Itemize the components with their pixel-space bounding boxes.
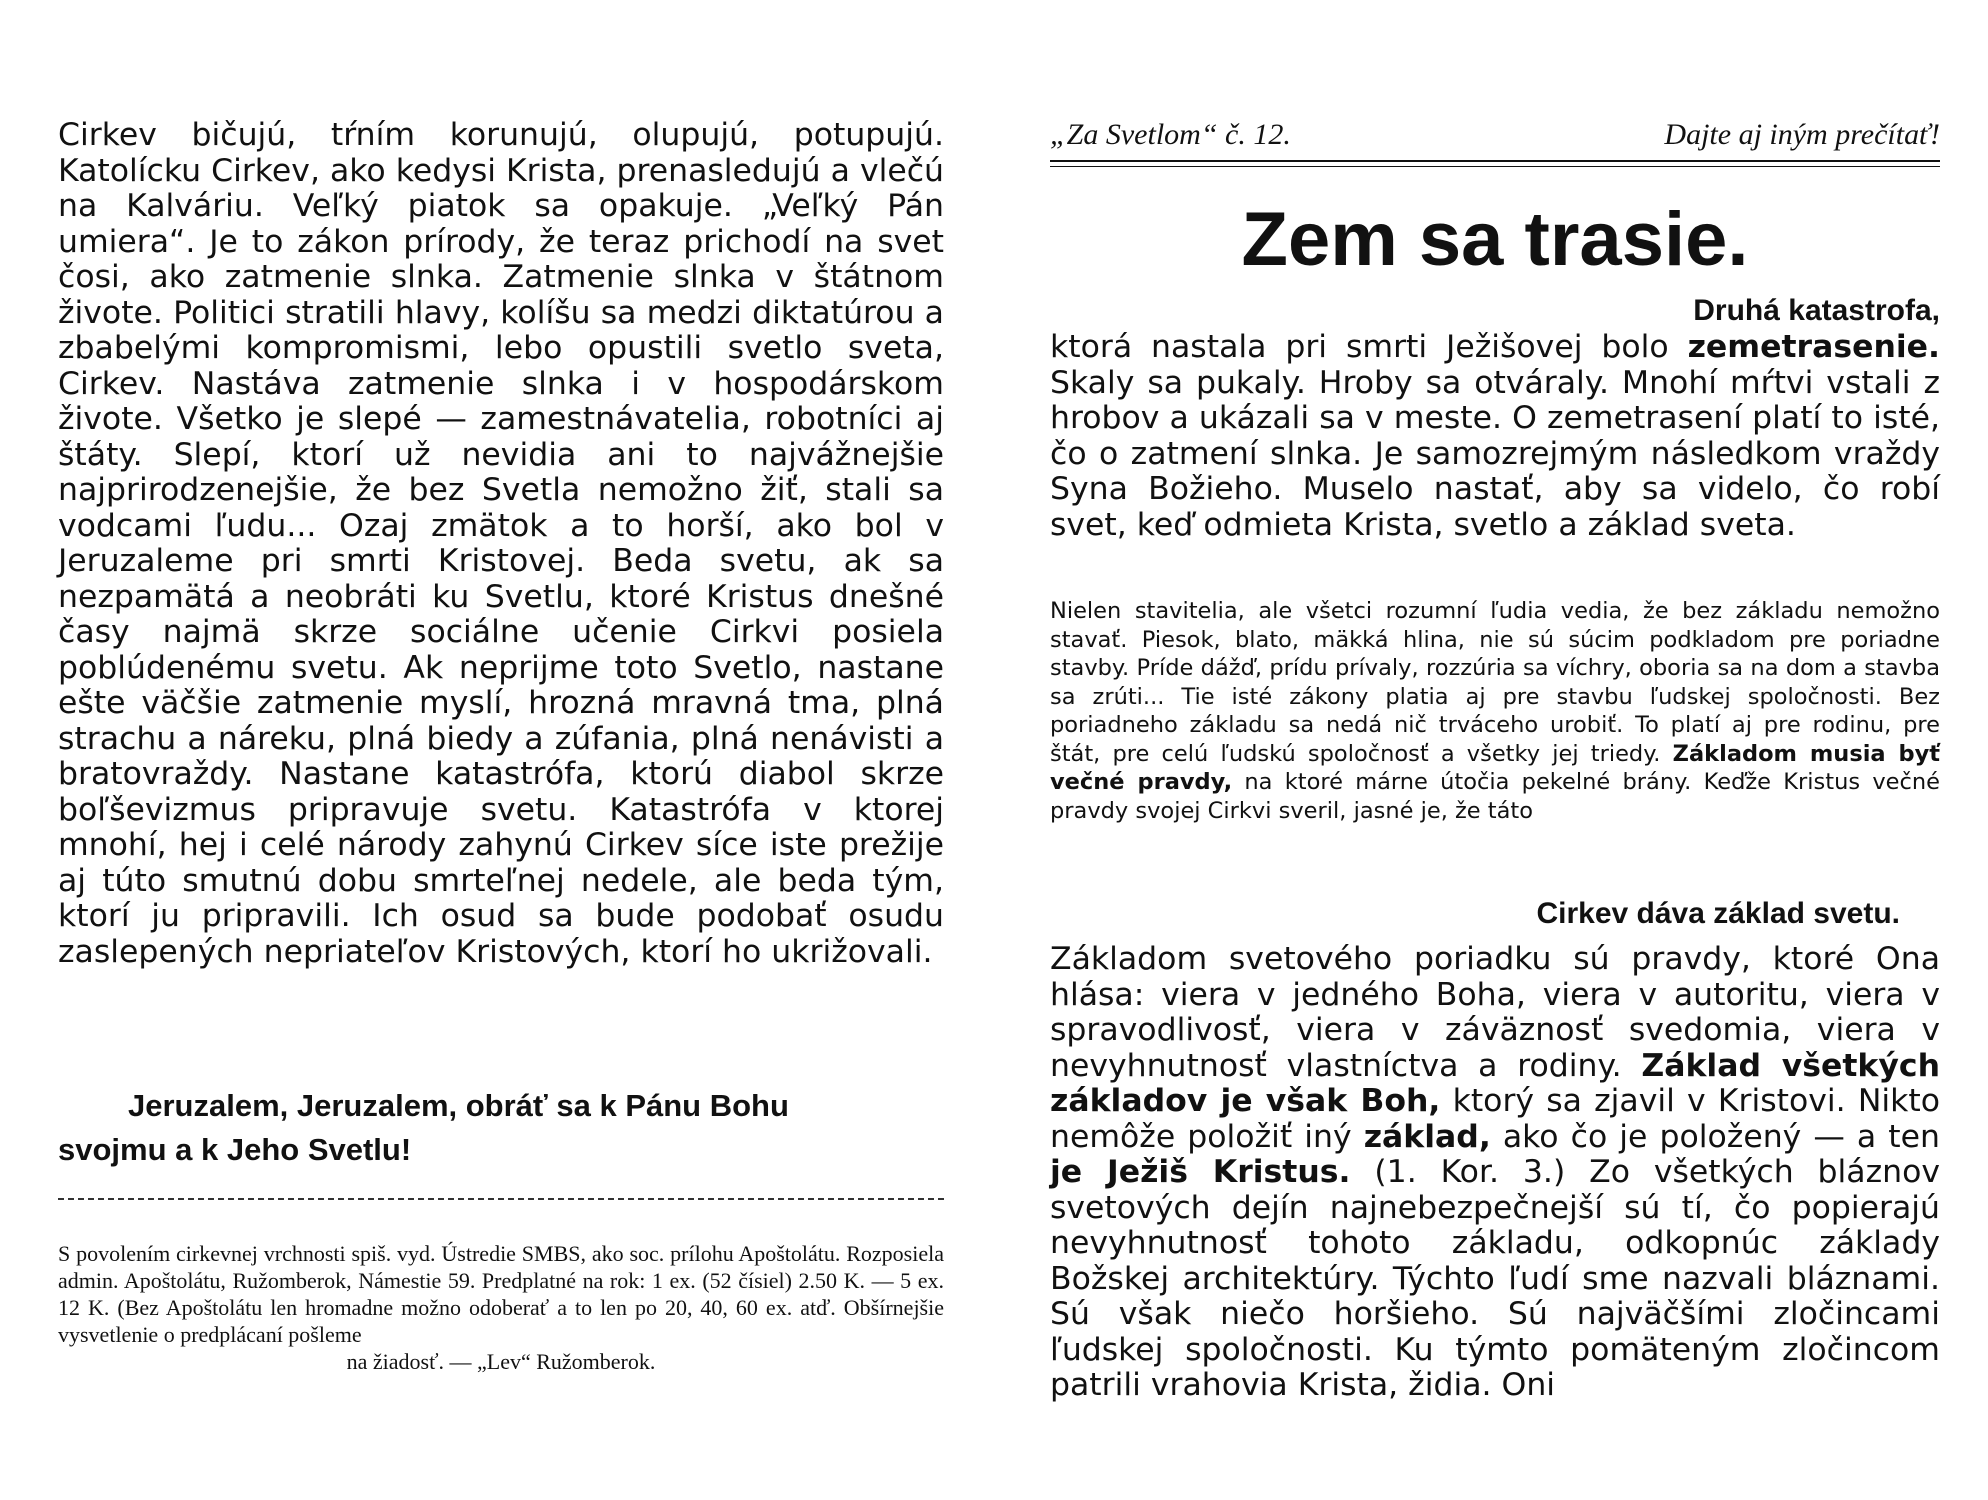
p2-bold: Základom musia byť večné pravdy, — [1050, 740, 1941, 795]
article-headline: Zem sa trasie. — [1241, 197, 1749, 282]
subheading-catastrophe: Druhá katastrofa, — [1693, 294, 1940, 327]
p3-text-c: ktorý sa zjavil v Kristovi. Nikto nemôže položiť iný — [1050, 1083, 1941, 1155]
closing-line-1: Jeruzalem, Jeruzalem, obráť sa k Pánu Bohu — [128, 1088, 789, 1123]
running-header — [1050, 118, 1940, 152]
closing-line-2: svojmu a k Jeho Svetlu! — [58, 1132, 412, 1167]
header-issue: „Za Svetlom“ č. 12. — [1050, 118, 1291, 151]
closing-exhortation — [58, 1084, 944, 1172]
header-rule — [1050, 160, 1940, 162]
p3-text-a: Základom svetového poriadku sú pravdy, ktoré Ona hlása: viera v jedného Boha, viera v autoritu, viera v spravodlivosť, viera v záväznosť svedomia, viera v nevyhnutnosť vlastníctva a rodiny. — [1050, 941, 1940, 1084]
p3-text-e: ako čo je položený — a ten — [1490, 1118, 1940, 1155]
header-slogan: Dajte aj iným prečítať! — [1664, 118, 1940, 151]
p3-text-g: (1. Kor. 3.) Zo všetkých bláznov svetových dejín najnebezpečnejší sú tí, čo popierajú nevyhnutnosť tohoto základu, odkopnúc základy Božskej architektúry. Týchto ľudí sme nazvali bláznami. Sú však niečo horšieho. Sú najväčšími zločincami ľudskej spoločnosti. Ku týmto pomäteným zločincom patrili vrahovia Krista, židia. Oni — [1050, 1154, 1941, 1403]
p1-text-a: ktorá nastala pri smrti Ježišovej bolo — [1050, 329, 1688, 365]
paragraph-foundation — [1050, 597, 1940, 825]
imprint-main: S povolením cirkevnej vrchnosti spiš. vyd. Ústredie SMBS, ako soc. prílohu Apoštolátu. Rozposiela admin. Apoštolátu, Ružomberok, Námestie 59. Predplatné na rok: 1 ex. (52 čísiel) 2.50 K. — 5 ex. 12 K. (Bez Apoštolátu len hromadne možno odoberať a to len po 20, 40, 60 ex. atď. Obšírnejšie vysvetlenie o predplácaní pošleme — [58, 1241, 944, 1347]
imprint-notice — [58, 1240, 944, 1375]
p3-bold-1: Základ všetkých základov je však Boh, — [1050, 1047, 1940, 1119]
paragraph-earthquake — [1050, 330, 1940, 543]
imprint-last-line: na žiadosť. — „Lev“ Ružomberok. — [346, 1349, 656, 1374]
subheading-church: Cirkev dáva základ svetu. — [1536, 897, 1900, 930]
dashed-divider — [58, 1198, 944, 1200]
p2-text-a: Nielen stavitelia, ale všetci rozumní ľudia vedia, že bez základu nemožno stavať. Piesok, blato, mäkká hlina, nie sú súcim podkladom pre poriadne stavby. Príde dážď, prídu prívaly, rozzúria sa víchry, oboria sa na dom a stavba sa zrúti... Tie isté zákony platia aj pre stavbu ľudskej spoločnosti. Bez poriadneho základu sa nedá nič trváceho urobiť. To platí aj pre rodinu, pre štát, pre celú ľudskú spoločnosť a všetky jej triedy. — [1050, 598, 1940, 767]
header-rule-thin — [1050, 166, 1940, 167]
p3-bold-3: je Ježiš Kristus. — [1050, 1154, 1351, 1190]
p3-bold-2: základ, — [1363, 1118, 1491, 1155]
p1-text-c: Skaly sa pukaly. Hroby sa otváraly. Mnohí mŕtvi vstali z hrobov a ukázali sa v meste. O zemetrasení platí to isté, čo o zatmení slnka. Je samozrejmým následkom vraždy Syna Božieho. Muselo nastať, aby sa videlo, čo robí svet, keď odmieta Krista, svetlo a základ sveta. — [1050, 364, 1940, 543]
paragraph-world-order — [1050, 942, 1940, 1404]
p2-text-c: na ktoré márne útočia pekelné brány. Keďže Kristus večné pravdy svojej Cirkvi sveril, jasné je, že táto — [1050, 769, 1940, 824]
p1-bold: zemetrasenie. — [1687, 329, 1940, 365]
left-main-paragraph: Cirkev bičujú, tŕním korunujú, olupujú, potupujú. Katolícku Cirkev, ako kedysi Krista, prenasledujú a vlečú na Kalváriu. Veľký piatok sa opakuje. „Veľký Pán umiera“. Je to zákon prírody, že teraz prichodí na svet čosi, ako zatmenie slnka. Zatmenie slnka v štátnom živote. Politici stratili hlavy, kolíšu sa medzi diktatúrou a zbabelými kompromismi, lebo opustili svetlo sveta, Cirkev. Nastáva zatmenie slnka i v hospodárskom živote. Všetko je slepé — zamestnávatelia, robotníci aj štáty. Slepí, ktorí už nevidia ani to najvážnejšie najprirodzenejšie, že bez Svetla nemožno žiť, stali sa vodcami ľudu... Ozaj zmätok a to horší, ako bol v Jeruzaleme pri smrti Kristovej. Beda svetu, ak sa nezpamätá a neobráti ku Svetlu, ktoré Kristus dnešné časy najmä skrze sociálne učenie Cirkvi posiela poblúdenému svetu. Ak neprijme toto Svetlo, nastane ešte väčšie zatmenie myslí, hrozná mravná tma, plná strachu a náreku, plná biedy a zúfania, plná nenávisti a bratovraždy. Nastane katastrófa, ktorú diabol skrze boľševizmus pripravuje svetu. Katastrófa v ktorej mnohí, hej i celé národy zahynú Cirkev síce iste prežije aj túto smutnú dobu smrteľnej nedele, ale beda tým, ktorí ju pripravili. Ich osud sa bude podobať osudu zaslepených nepriateľov Kristových, ktorí ho ukrižovali. — [58, 117, 944, 970]
